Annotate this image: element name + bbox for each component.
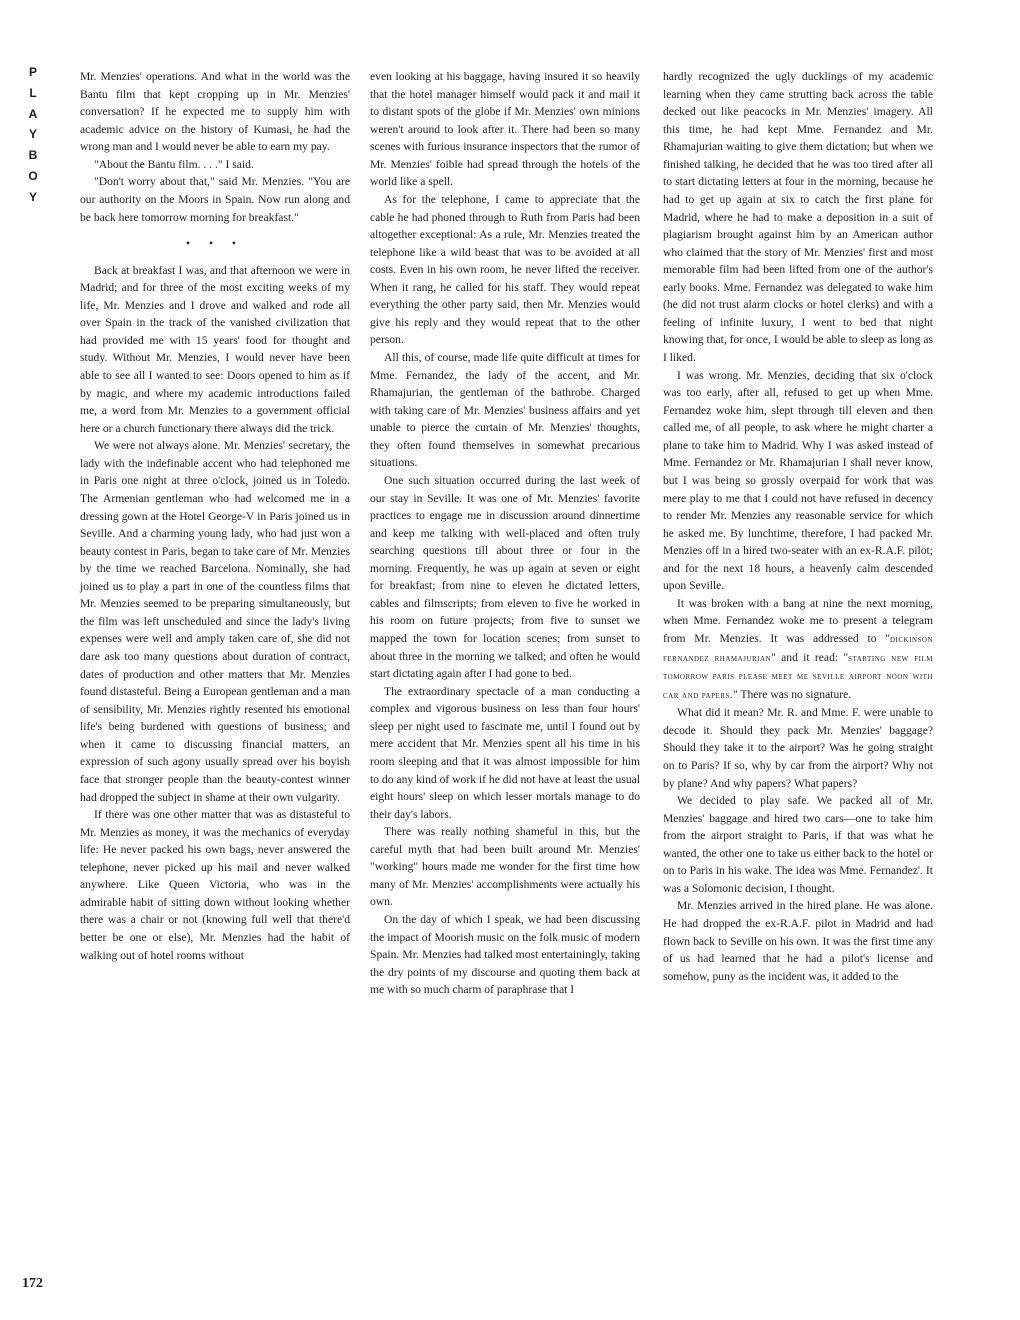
magazine-masthead: PLAYBOY: [28, 65, 38, 204]
text-column-1: [80, 68, 350, 964]
text-run: It was broken with a bang at nine the next morning, when Mme. Fernandez woke me to present a telegram from Mr. Menzies. It was addressed to ": [663, 596, 933, 645]
text-run: " There was no signature.: [732, 687, 852, 701]
paragraph: Mr. Menzies' operations. And what in the world was the Bantu film that kept cropping up in Mr. Menzies' conversation? If he expected me to supply him with academic advice on the history of Kumasi, he had the wrong man and I would never be able to earn my pay.: [80, 70, 350, 154]
paragraph: On the day of which I speak, we had been discussing the impact of Moorish music on the folk music of modern Spain. Mr. Menzies had talked most entertainingly, taking the dry points of my discourse and quoting them back at me with so much charm of paraphrase that I: [370, 913, 640, 997]
paragraph-with-telegram: [663, 595, 933, 704]
paragraph: I was wrong. Mr. Menzies, deciding that six o'clock was too early, after all, refused to get up when Mme. Fernandez woke him, slept through till eleven and then called me, of all people, to ask where he might charter a plane to take him to Madrid. Why I was asked instead of Mme. Fernandez or Mr. Rhamajurian I shall never know, but I was being so grossly overpaid for work that was mere play to me that I could not have refused in decency to render Mr. Menzies any reasonable service for which he asked me. By lunchtime, therefore, I had packed Mr. Menzies off in a hired two-seater with an ex-R.A.F. pilot; and for the next 18 hours, a heavenly calm descended upon Seville.: [663, 368, 933, 593]
text-column-3: [663, 68, 933, 985]
paragraph: As for the telephone, I came to appreciate that the cable he had phoned through to Ruth from Paris had been altogether exceptional: As a rule, Mr. Menzies treated the telephone like a wild beast that was to be avoided at all costs. Even in his own room, he never lifted the receiver. When it rang, he called for his staff. They would repeat everything the other party said, then Mr. Menzies would give his reply and they would repeat that to the other person.: [370, 192, 640, 347]
paragraph: We decided to play safe. We packed all of Mr. Menzies' baggage and hired two cars—one to take him from the airport straight to Paris, if that was what he wanted, the other one to take us either back to the hotel or on to Paris in his wake. The idea was Mme. Fernandez'. It was a Solomonic decision, I thought.: [663, 794, 933, 895]
paragraph: "Don't worry about that," said Mr. Menzies. "You are our authority on the Moors in Spain. Now run along and be back here tomorrow morning for breakfast.": [80, 175, 350, 224]
paragraph: even looking at his baggage, having insured it so heavily that the hotel manager himself would pack it and mail it to distant spots of the globe if Mr. Menzies' own minions weren't around to look after it. There had been so many scenes with furious insurance inspectors that the rumor of Mr. Menzies' foible had spread through the hotels of the world like a spell.: [370, 70, 640, 189]
paragraph: There was really nothing shameful in this, but the careful myth that had been built around Mr. Menzies' "working" hours made me wonder for the first time how many of Mr. Menzies' accomplishments were actually his own.: [370, 825, 640, 909]
paragraph: One such situation occurred during the last week of our stay in Seville. It was one of Mr. Menzies' favorite practices to engage me in discussion around dinnertime and keep me talking with well-placed and often truly searching questions till about three or four in the morning. Frequently, he was up again at seven or eight for breakfast; from nine to eleven he dictated letters, cables and filmscripts; from eleven to five he worked in his room on future projects; from five to sunset we mapped the town for location scenes; from sunset to about three in the morning we talked; and often he would start dictating again after I had gone to bed.: [370, 473, 640, 681]
paragraph: "About the Bantu film. . . ." I said.: [94, 157, 254, 171]
paragraph: All this, of course, made life quite difficult at times for Mme. Fernandez, the lady of the accent, and Mr. Rhamajurian, the gentleman of the bathrobe. Charged with taking care of Mr. Menzies' business affairs and yet unable to pierce the curtain of Mr. Menzies' thoughts, they often found themselves in somewhat precarious situations.: [370, 351, 640, 470]
text-run: " and it read: ": [771, 650, 849, 664]
paragraph: We were not always alone. Mr. Menzies' secretary, the lady with the indefinable accent who had telephoned me in Paris one night at three o'clock, joined us in Toledo. The Armenian gentleman who had welcomed me in a dressing gown at the Hotel George-V in Paris joined us in Seville. And a charming young lady, who had just won a beauty contest in Paris, began to take care of Mr. Menzies by the time we reached Barcelona. Nominally, she had joined us to play a part in one of the countless films that Mr. Menzies seemed to be preparing simultaneously, but the film was left unscheduled and since the lady's living expenses were well and amply taken care of, she did not dare ask too many questions about duration of contract, dates of production and other matters that Mr. Menzies found distasteful. Being a European gentleman and a man of sensibility, Mr. Menzies rightly resented his emotional life's being burdened with questions of business; and when it came to discussing financial matters, an expression of such agony usually spread over his boyish face that stronger people than the beauty-contest winner had dropped the subject in shame at their own vulgarity.: [80, 439, 350, 804]
paragraph: Mr. Menzies arrived in the hired plane. He was alone. He had dropped the ex-R.A.F. pilot in Madrid and had flown back to Seville on his own. It was the first time any of us had learned that he had a pilot's license and somehow, puny as the incident was, it added to the: [663, 899, 933, 983]
telegram-address: dickinson fernandez rhamajurian: [663, 634, 933, 664]
section-separator: • • •: [186, 237, 244, 251]
paragraph: Back at breakfast I was, and that afternoon we were in Madrid; and for three of the most exciting weeks of my life, Mr. Menzies and I drove and walked and rode all over Spain in the track of the vanished civilization that had provided me with 15 years' food for thought and study. Without Mr. Menzies, I would never have been able to see all I wanted to see: Doors opened to him as if by magic, and where my academic introductions failed me, a word from Mr. Menzies to a government official here or a church functionary there always did the trick.: [80, 263, 350, 435]
page-number: 172: [22, 1276, 43, 1291]
paragraph: If there was one other matter that was as distasteful to Mr. Menzies as money, it was the mechanics of everyday life: He never packed his own bags, never answered the telephone, never picked up his mail and never walked anywhere. Like Queen Victoria, who was in the admirable habit of sitting down without looking whether there was a chair or not (knowing full well that there'd better be one or else), Mr. Menzies had the habit of walking out of hotel rooms without: [80, 808, 350, 962]
text-column-2: [370, 68, 640, 999]
telegram-message: starting new film tomorrow paris please meet me seville airport noon with car and papers.: [663, 652, 933, 701]
paragraph: The extraordinary spectacle of a man conducting a complex and vigorous business on less than four hours' sleep per night used to fascinate me, until I found out by mere accident that Mr. Menzies spent all his time in his room sleeping and that it was almost impossible for him to do any kind of work if he did not have at least the usual eight hours' sleep on which lesser mortals manage to do their day's labors.: [370, 684, 640, 821]
paragraph: hardly recognized the ugly ducklings of my academic learning when they came strutting back across the table decked out like peacocks in Mr. Menzies' imagery. All this time, he had kept Mme. Fernandez and Mr. Rhamajurian waiting to give them dictation; but when we finished talking, he decided that he was too tired after all to start dictating letters at four in the morning, because he had to get up again at six to catch the first plane for Madrid, where he had to make a deposition in a suit of plagiarism brought against him by an American author who claimed that the story of Mr. Menzies' first and most memorable film had been lifted from one of the author's early books. Mme. Fernandez was delegated to wake him (he did not trust alarm clocks or hotel clerks) and with a feeling of infinite luxury, I went to bed that night knowing that, for once, I would be able to sleep as long as I liked.: [663, 70, 933, 364]
paragraph: What did it mean? Mr. R. and Mme. F. were unable to decode it. Should they pack Mr. Menzies' baggage? Should they take it to the airport? Was he going straight on to Paris? If so, why by car from the airport? Why not by plane? And why papers? What papers?: [663, 706, 933, 790]
